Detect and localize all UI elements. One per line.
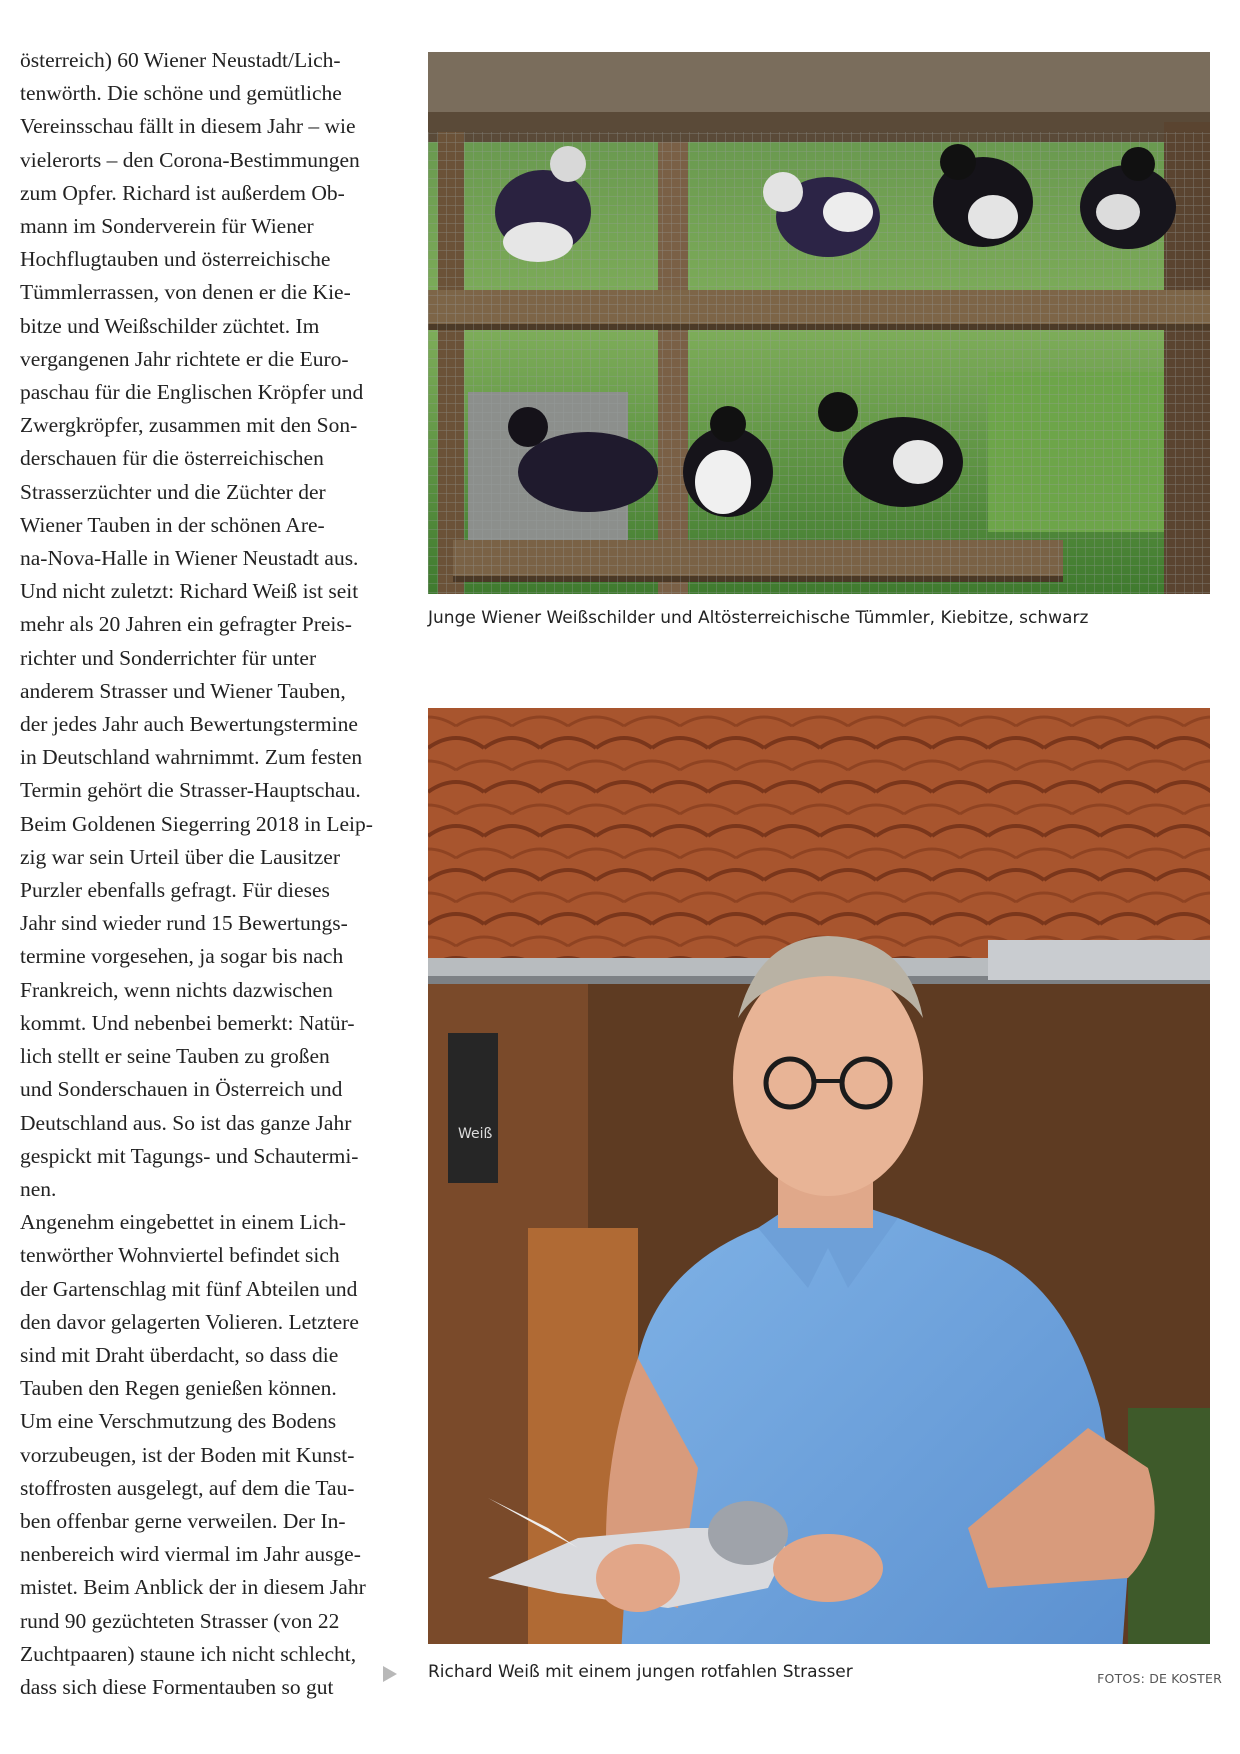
article-line: vielerorts – den Corona-Bestimmungen — [20, 147, 360, 172]
article-line: anderem Strasser und Wiener Tauben, — [20, 678, 346, 703]
article-line: rund 90 gezüchteten Strasser (von 22 — [20, 1608, 340, 1633]
article-line: Deutschland aus. So ist das ganze Jahr — [20, 1110, 352, 1135]
article-line: bitze und Weißschilder züchtet. Im — [20, 313, 320, 338]
article-line: zum Opfer. Richard ist außerdem Ob- — [20, 180, 345, 205]
article-line: stoffrosten ausgelegt, auf dem die Tau- — [20, 1475, 355, 1500]
article-line: vergangenen Jahr richtete er die Euro- — [20, 346, 349, 371]
article-line: und Sonderschauen in Österreich und — [20, 1077, 343, 1102]
article-line: paschau für die Englischen Kröpfer und — [20, 380, 364, 405]
article-line: den davor gelagerten Volieren. Letztere — [20, 1309, 359, 1334]
article-line: Frankreich, wenn nichts dazwischen — [20, 977, 333, 1002]
article-line: ben offenbar gerne verweilen. Der In- — [20, 1508, 346, 1533]
article-line: der Gartenschlag mit fünf Abteilen und — [20, 1276, 358, 1301]
article-line: vorzubeugen, ist der Boden mit Kunst- — [20, 1442, 355, 1467]
portrait-illustration — [428, 708, 1210, 1644]
article-line: Strasserzüchter und die Züchter der — [20, 479, 326, 504]
article-line: österreich) 60 Wiener Neustadt/Lich- — [20, 48, 341, 72]
article-line: kommt. Und nebenbei bemerkt: Natür- — [20, 1010, 355, 1035]
article-line: tenwörth. Die schöne und gemütliche — [20, 81, 342, 106]
article-line: richter und Sonderrichter für unter — [20, 645, 317, 670]
article-line: Zuchtpaaren) staune ich nicht schlecht, — [20, 1641, 357, 1666]
article-line: na-Nova-Halle in Wiener Neustadt aus. — [20, 546, 359, 571]
photo-credit: FOTOS: DE KOSTER — [1097, 1671, 1222, 1686]
photo-caption-top: Junge Wiener Weißschilder und Altösterreichische Tümmler, Kiebitze, schwarz — [428, 608, 1089, 628]
article-line: tenwörther Wohnviertel befindet sich — [20, 1243, 340, 1268]
article-line: Tümmlerrassen, von denen er die Kie- — [20, 280, 351, 305]
article-line: nen. — [20, 1176, 57, 1201]
article-line: lich stellt er seine Tauben zu großen — [20, 1044, 330, 1069]
article-line: Wiener Tauben in der schönen Are- — [20, 512, 325, 537]
article-line: zig war sein Urteil über die Lausitzer — [20, 844, 340, 869]
article-line: Angenehm eingebettet in einem Lich- — [20, 1210, 346, 1235]
article-line: termine vorgesehen, ja sogar bis nach — [20, 944, 344, 969]
photo-caption-bottom: Richard Weiß mit einem jungen rotfahlen Strasser — [428, 1662, 853, 1682]
article-line: in Deutschland wahrnimmt. Zum festen — [20, 745, 363, 770]
continue-arrow-icon — [383, 1666, 397, 1682]
article-line: gespickt mit Tagungs- und Schautermi- — [20, 1143, 359, 1168]
article-line: Hochflugtauben und österreichische — [20, 247, 331, 272]
photo-pigeons-aviary — [428, 52, 1210, 594]
shed-sign: Weiß — [458, 1126, 493, 1142]
article-line: Um eine Verschmutzung des Bodens — [20, 1409, 337, 1434]
article-line: dass sich diese Formentauben so gut — [20, 1674, 334, 1699]
article-line: mann im Sonderverein für Wiener — [20, 214, 314, 239]
article-line: Zwergkröpfer, zusammen mit den Son- — [20, 413, 358, 438]
article-line: sind mit Draht überdacht, so dass die — [20, 1342, 339, 1367]
article-line: mistet. Beim Anblick der in diesem Jahr — [20, 1575, 366, 1600]
article-line: der jedes Jahr auch Bewertungstermine — [20, 712, 358, 737]
article-line: Beim Goldenen Siegerring 2018 in Leip- — [20, 811, 373, 836]
article-body — [20, 44, 405, 1704]
article-line: Jahr sind wieder rund 15 Bewertungs- — [20, 911, 348, 936]
article-line: mehr als 20 Jahren ein gefragter Preis- — [20, 612, 352, 637]
article-line: Vereinsschau fällt in diesem Jahr – wie — [20, 114, 356, 139]
article-line: Purzler ebenfalls gefragt. Für dieses — [20, 878, 330, 903]
aviary-illustration — [428, 52, 1210, 594]
article-line: Tauben den Regen genießen können. — [20, 1376, 337, 1401]
article-line: derschauen für die österreichischen — [20, 446, 324, 471]
article-line: Termin gehört die Strasser-Hauptschau. — [20, 778, 361, 803]
article-line: nenbereich wird viermal im Jahr ausge- — [20, 1542, 361, 1567]
photo-richard-weiss — [428, 708, 1210, 1644]
article-line: Und nicht zuletzt: Richard Weiß ist seit — [20, 579, 359, 604]
